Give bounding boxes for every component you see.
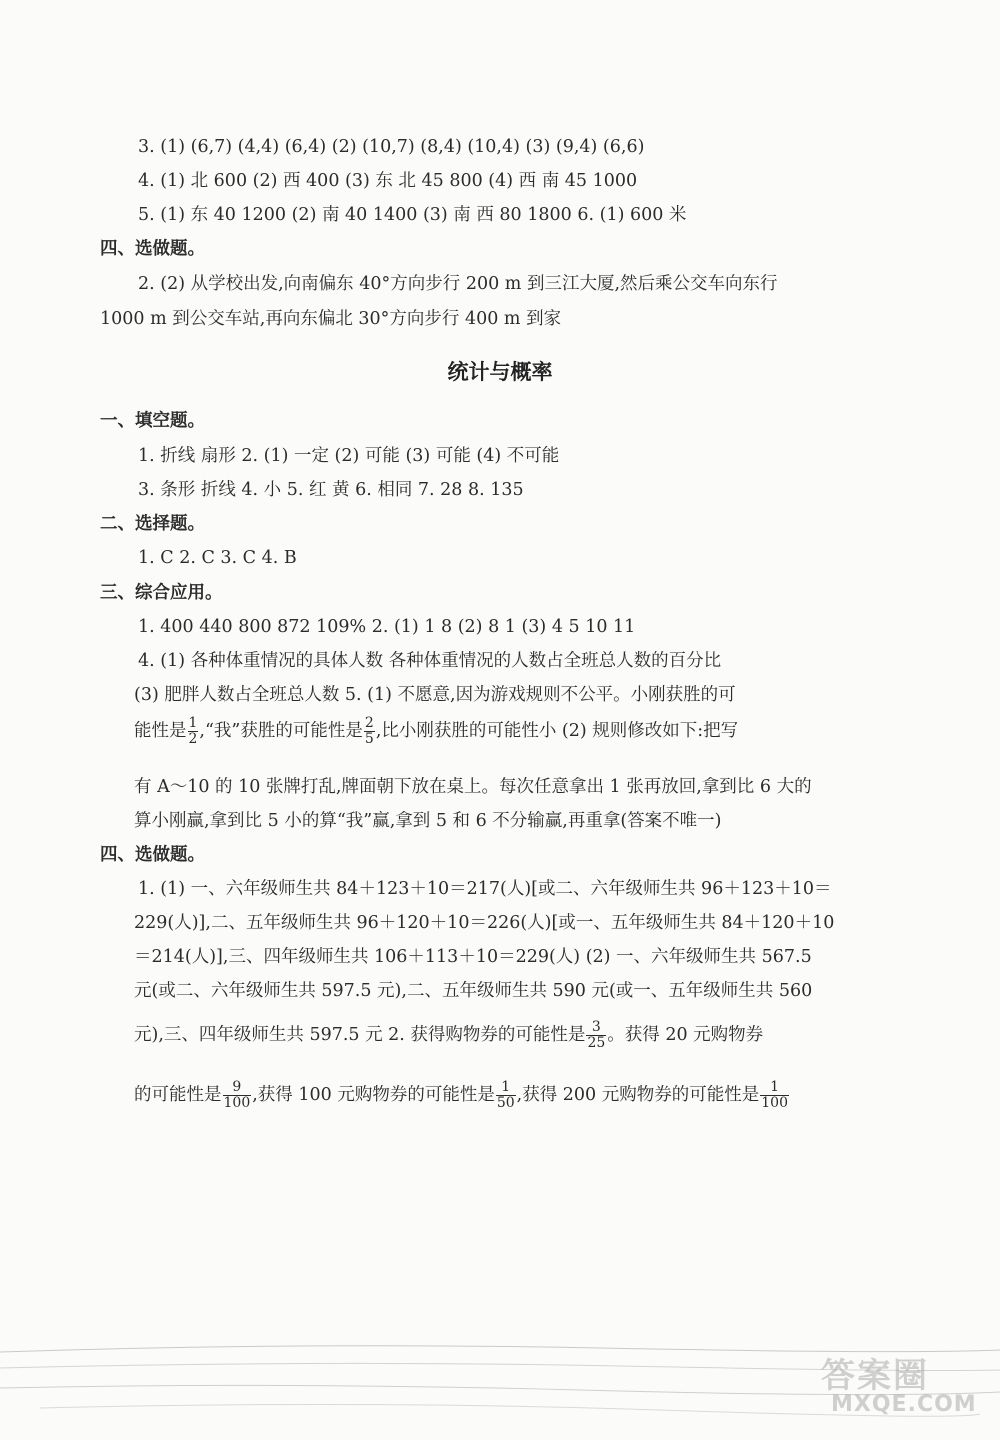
section-heading-application: 三、综合应用。 xyxy=(100,583,223,603)
optional-line6-part-a: 的可能性是 xyxy=(134,1085,222,1105)
application-line4-part-a: 能性是 xyxy=(134,721,187,741)
application-line5: 有 A～10 的 10 张牌打乱,牌面朝下放在桌上。每次任意拿出 1 张再放回,拿到比 6 大的 xyxy=(134,777,812,797)
optional-line6-part-b: ,获得 100 元购物券的可能性是 xyxy=(252,1085,495,1105)
optional-answer-2-line2: 1000 m 到公交车站,再向东偏北 30°方向步行 400 m 到家 xyxy=(100,309,562,329)
answer-line-4: 4. (1) 北 600 (2) 西 400 (3) 东 北 45 800 (4) 西 南 45 1000 xyxy=(138,171,638,191)
fraction-denominator: 2 xyxy=(188,731,198,747)
fraction-nine-hundredths xyxy=(223,1080,252,1111)
section-heading-fill: 一、填空题。 xyxy=(100,411,205,431)
fill-answers-line1: 1. 折线 扇形 2. (1) 一定 (2) 可能 (3) 可能 (4) 不可能 xyxy=(138,446,560,466)
fraction-denominator: 100 xyxy=(223,1095,251,1111)
fraction-numerator: 9 xyxy=(223,1080,252,1096)
fraction-three-25ths xyxy=(586,1020,606,1051)
fill-answers-line2: 3. 条形 折线 4. 小 5. 红 黄 6. 相同 7. 28 8. 135 xyxy=(138,480,524,500)
optional-line6 xyxy=(134,1080,790,1111)
section-heading-optional-2: 四、选做题。 xyxy=(100,845,205,865)
fraction-one-hundredth xyxy=(760,1080,789,1111)
optional-answer-2-line1: 2. (2) 从学校出发,向南偏东 40°方向步行 200 m 到三江大厦,然后乘公交车向东行 xyxy=(138,274,778,294)
application-line1: 1. 400 440 800 872 109% 2. (1) 1 8 (2) 8 1 (3) 4 5 10 11 xyxy=(138,617,636,637)
section-heading-choice: 二、选择题。 xyxy=(100,514,205,534)
fraction-numerator: 1 xyxy=(188,715,198,731)
fraction-denominator: 50 xyxy=(496,1095,515,1111)
application-line4-part-c: ,比小刚获胜的可能性小 (2) 规则修改如下:把写 xyxy=(375,721,739,741)
application-line3: (3) 肥胖人数占全班总人数 5. (1) 不愿意,因为游戏规则不公平。小刚获胜的可 xyxy=(134,685,736,705)
fraction-numerator: 1 xyxy=(496,1080,516,1096)
optional-line3: ＝214(人)],三、四年级师生共 106＋113＋10＝229(人) (2) 一、六年级师生共 567.5 xyxy=(134,947,812,967)
optional-line6-part-c: ,获得 200 元购物券的可能性是 xyxy=(516,1085,760,1105)
section-heading-optional: 四、选做题。 xyxy=(100,239,205,259)
application-line4 xyxy=(134,716,738,747)
fraction-denominator: 100 xyxy=(761,1095,788,1111)
fraction-numerator: 3 xyxy=(586,1020,606,1036)
optional-line5-part-a: 元),三、四年级师生共 597.5 元 2. 获得购物券的可能性是 xyxy=(134,1025,586,1045)
choice-answers: 1. C 2. C 3. C 4. B xyxy=(138,548,297,568)
watermark-bottom-text: MXQE.COM xyxy=(831,1392,977,1417)
fraction-one-fiftieth xyxy=(496,1080,516,1111)
fraction-denominator: 5 xyxy=(364,731,374,747)
optional-line1: 1. (1) 一、六年级师生共 84＋123＋10＝217(人)[或二、六年级师生共 96＋123＋10＝ xyxy=(138,879,832,899)
application-line4-part-b: ,“我”获胜的可能性是 xyxy=(199,721,363,741)
application-line2: 4. (1) 各种体重情况的具体人数 各种体重情况的人数占全班总人数的百分比 xyxy=(138,651,722,671)
fraction-numerator: 2 xyxy=(364,715,374,731)
fraction-denominator: 25 xyxy=(587,1035,606,1051)
optional-line5-part-b: 。获得 20 元购物券 xyxy=(607,1025,764,1045)
fraction-two-fifths xyxy=(364,716,375,747)
answer-line-5: 5. (1) 东 40 1200 (2) 南 40 1400 (3) 南 西 80 1800 6. (1) 600 米 xyxy=(138,205,687,225)
fraction-numerator: 1 xyxy=(760,1080,789,1096)
watermark-top-text: 答案圈 xyxy=(821,1356,929,1396)
application-line6: 算小刚赢,拿到比 5 小的算“我”赢,拿到 5 和 6 不分输赢,再重拿(答案不唯一) xyxy=(134,811,722,831)
optional-line4: 元(或二、六年级师生共 597.5 元),二、五年级师生共 590 元(或一、五年级师生共 560 xyxy=(134,981,813,1001)
answer-line-3: 3. (1) (6,7) (4,4) (6,4) (2) (10,7) (8,4) (10,4) (3) (9,4) (6,6) xyxy=(138,137,645,157)
optional-line2: 229(人)],二、五年级师生共 96＋120＋10＝226(人)[或一、五年级师生共 84＋120＋10 xyxy=(134,913,835,933)
chapter-title: 统计与概率 xyxy=(447,360,553,384)
watermark-logo xyxy=(813,1344,978,1426)
optional-line5 xyxy=(134,1020,763,1051)
fraction-one-half xyxy=(188,716,199,747)
